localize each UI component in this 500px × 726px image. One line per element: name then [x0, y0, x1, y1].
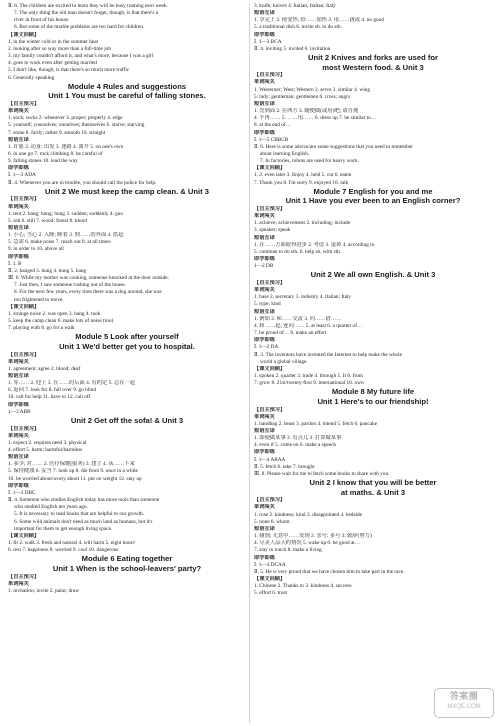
answer-line: 1—3 ABB	[8, 408, 31, 415]
answer-line: Ⅱ. 3. The inventors have invented the Internet to help make the whole	[254, 351, 402, 358]
left-column	[8, 3, 246, 595]
answer-line-continued: 7. Just then, I saw someone rushing out of the house.	[14, 282, 126, 289]
section-label: 短语互译	[8, 454, 29, 461]
unit-heading: Unit 1 Here's to our friendship!	[317, 396, 429, 406]
section-label: 【自主预习】	[8, 196, 40, 203]
answer-line: 1. spoken 2. quarter 3. trade 4. through 5. It 6. from	[254, 373, 364, 379]
answer-line-continued: who studied English ten years ago.	[14, 504, 88, 511]
section-label: 即学即练	[254, 129, 275, 136]
section-label: 单词闯关	[254, 504, 275, 511]
answer-line: 5. yourself; yourselves; ourselves; themselves 6. starve; starving	[8, 122, 145, 129]
answer-line: 10. be worried about/worry about 11. put on weight 12. stay up	[8, 475, 142, 482]
answer-line: 1. invitation; invite 2. paint; draw	[8, 587, 80, 594]
answer-line: 6. rest 7. happiness 8. worried 9. cool 10. dangerous	[8, 547, 119, 554]
section-label: 单词闯关	[8, 580, 29, 587]
section-label: 【课文回顾】	[8, 31, 40, 38]
unit-heading: Module 6 Eating together	[81, 554, 173, 564]
answer-line: 1. rose 2. kindness; kind 3. disappointed 4. bedside	[254, 511, 362, 518]
answer-line: 6. in one go 7. rock climbing 8. be careful of	[8, 151, 103, 157]
answer-line-continued: 6. Some wild animals don't need as much land as humans, but it's	[14, 518, 153, 525]
section-label: 短语互译	[254, 100, 275, 107]
answer-line: Ⅱ. 2. hanged 3. hung 4. hung 5. hang	[8, 267, 87, 274]
answer-line: 5. I don't like, though, is that there's so much more traffic	[8, 67, 130, 74]
section-label: 【课文回顾】	[254, 575, 286, 582]
section-label: 即学即练	[254, 256, 275, 263]
unit-heading: Unit 1 We'd better get you to hospital.	[59, 341, 195, 351]
section-label: 短语互译	[254, 10, 275, 17]
unit-heading: Module 4 Rules and suggestions	[67, 81, 187, 91]
watermark-title: 答案圈	[449, 691, 479, 701]
answer-line: 1. 例如 2. 和……交流 3. 问……借……	[254, 315, 342, 322]
section-label: 短语互译	[254, 427, 275, 434]
section-label: 即学即练	[8, 253, 29, 260]
answer-line: 5. 急需 6. make noise 7. reach out 8. at all times	[8, 239, 111, 246]
answer-line: 1. fit 2. walk 3. fresh and natural 4. will harm 5. eight hours'	[8, 540, 136, 547]
answer-line: 4. 不再…… 5. ……用…… 6. dress up 7. be similar to…	[254, 115, 377, 122]
answer-line: Ⅱ. 5. fetch 6. take 7. brought	[254, 463, 315, 470]
unit-heading: Unit 2 We all own English. & Unit 3	[310, 270, 436, 280]
unit-heading: Unit 2 I know that you will be better	[309, 478, 437, 488]
section-label: 短语互译	[8, 136, 29, 143]
answer-line: Ⅰ. 1—3 BCA	[254, 38, 282, 45]
answer-line: 1. 碰到; 无意中……发现 2. 亲号; 多号 3. 致辞(努力)	[254, 533, 372, 540]
answer-line: 9. in order to 10. above all	[8, 246, 64, 253]
answer-line: 6. 返回 7. look for 8. fall over 9. go blind	[8, 387, 96, 394]
answer-line: Ⅰ. 1—3 DBC	[8, 489, 36, 496]
answer-line: Ⅱ. 4. Whenever you are in trouble, you should call the police for help.	[8, 179, 157, 186]
section-label: 【自主预习】	[254, 205, 286, 212]
answer-line: 1. base 2. secretary 3. industry 4. Italian; Italy	[254, 294, 352, 301]
answer-line: Ⅲ. 6. While my mother was cooking, someone knocked at the door outside.	[8, 275, 169, 282]
answer-line: 2. looking after so way more than a full-time job	[8, 45, 111, 52]
answer-line: 7. stay in touch 8. make a living	[254, 547, 322, 554]
answer-line: 1. 即使做某事 2. 有点儿 3. 打算做某事	[254, 435, 342, 442]
answer-line-continued: world a global village.	[260, 358, 308, 365]
answer-line: Ⅱ. 6. The children are excited to learn they will be busy training next week.	[8, 3, 168, 9]
answer-line: 7. grow 8. 21st/twenty-first 9. international 10. own	[254, 380, 364, 387]
answer-line: Ⅱ. 4. Someone who studies English today has more tools than someone	[8, 497, 160, 504]
answer-line: 1. handbag 2. beast 3. pardon 4. intend 5. fetch 6. pancake	[254, 420, 378, 427]
section-label: 单词闯关	[8, 432, 29, 439]
answer-line: Ⅱ. 4. inviting 5. invited 6. invitation	[254, 45, 331, 52]
unit-heading: most Western food. & Unit 3	[322, 62, 424, 72]
answer-line: 1. 等…… 2. 迎上 3. 在……的后面 4. 有约定 5. 总在一起	[8, 380, 136, 387]
answer-line: 3. speaker; speak	[254, 227, 291, 234]
section-label: 即学即练	[254, 31, 275, 38]
section-label: 短语互译	[8, 373, 29, 379]
section-label: 短语互译	[254, 308, 275, 315]
answer-line: 1—2 DB	[254, 263, 274, 270]
section-label: 【课文回顾】	[8, 532, 40, 539]
section-label: 即学即练	[254, 554, 275, 561]
column-divider	[249, 3, 250, 723]
section-label: 即学即练	[8, 401, 29, 408]
answer-line: 1. 许愿 2. 动身; 出发 3. 迷路 4. 离开 5. on one's own	[8, 143, 124, 150]
answer-line: 1. agreement; agree 2. blood; deaf	[8, 365, 81, 372]
answer-line-continued: 7. In factories, robots are used for heavy work.	[260, 158, 359, 165]
answer-line-continued: 8. For the next few years, every time there was a dog around, she was	[14, 289, 162, 296]
answer-line: Ⅱ. 5. He is very proud that we have chosen him to take part in the race.	[254, 568, 405, 575]
answer-key-page	[8, 3, 494, 723]
section-label: 短语互译	[254, 234, 275, 241]
answer-line: 5. effort 6. trust	[254, 590, 288, 597]
answer-line: 1. 2. even later 3. Enjoy 4. held 5. cut 6. eaten	[254, 172, 352, 179]
section-label: 单词闯关	[8, 108, 29, 115]
unit-heading: Unit 2 Get off the sofa! & Unit 3	[70, 415, 184, 425]
answer-line: 1. 在……方面取得进步 2. 考虑 3. 退掉 4. according to	[254, 241, 375, 248]
answer-line: 1. 多少; 对…… 2. 医疗保健(服务) 3. 建立 4. 从……下来	[8, 461, 135, 468]
section-label: 【课文回顾】	[254, 365, 286, 372]
section-label: 【自主预习】	[8, 425, 40, 432]
answer-line: Ⅰ. 1—3 ADA	[8, 172, 36, 179]
unit-heading: Module 5 Look after yourself	[75, 332, 179, 342]
answer-line: 5. ash 6. still 7. wood; forest 8. blood	[8, 217, 87, 224]
answer-line: 7. be proud of… 8. make an effort	[254, 330, 327, 337]
answer-line-continued: 8. But some of the marble problems are too hard for children.	[14, 24, 145, 31]
section-label: 【自主预习】	[8, 351, 40, 358]
answer-line: Ⅰ. 1. B	[8, 260, 22, 267]
answer-line: 5. 保持健康 6. 妥当 7. look up 8. die from 9. once in a while	[8, 468, 138, 475]
answer-line: 1. expect 2. requires need 3. physical	[8, 439, 87, 446]
answer-line: 1. tent 2. hang; hung; hung 3. sudden; suddenly 4. gun	[8, 210, 124, 217]
answer-line: 6. Generally speaking	[8, 74, 55, 81]
answer-line: 7. stone 8. fairly; rather 9. smooth 10. straight	[8, 129, 106, 136]
section-label: 【自主预习】	[254, 497, 286, 504]
section-label: 即学即练	[8, 165, 29, 172]
answer-line: 3. my family couldn't afford it, and what's more, because I was a girl	[8, 53, 154, 60]
section-label: 短语互译	[254, 525, 275, 532]
answer-line: 1. Westerner; West; Western 2. serve 3. similar 4. wing	[254, 86, 370, 93]
answer-line: 1. 享完上 2. 使变热; 给……加热 3. 用……拢或 4. no good	[254, 17, 384, 24]
answer-line-continued: river in front of his house.	[14, 17, 70, 24]
answer-line-continued: important for them to get enough living space.	[14, 525, 113, 532]
answer-line: 5. type; kind	[254, 301, 281, 308]
answer-line: Ⅰ. 1—4 DCAA	[254, 561, 286, 568]
answer-line: 5. none 6. whom	[254, 518, 290, 525]
section-label: 【自主预习】	[8, 100, 40, 107]
answer-line-continued: 7. The only thing the old man doesn't forget, though, is that there's a	[14, 10, 159, 17]
answer-line-continued: about learning English.	[260, 151, 310, 157]
section-label: 单词闯关	[254, 79, 275, 86]
section-label: 即学即练	[254, 337, 275, 344]
unit-heading: Module 7 English for you and me	[313, 186, 433, 196]
section-label: 【自主预习】	[254, 406, 286, 413]
answer-line: 1. 签到面 2. 在西方 3. 随便做(或用)吧; 请自便	[254, 108, 359, 115]
answer-line: 4. 尽美人品大约情况 5. wake up 6. be good at…	[254, 540, 361, 547]
unit-heading: Unit 1 Have you ever been to an English corner?	[285, 196, 461, 206]
answer-line: Ⅱ. 6. Here is some advice/are some suggestions that you need to remember	[254, 143, 413, 150]
answer-line: 8. at the end of…	[254, 122, 291, 129]
unit-heading: Unit 2 We must keep the camp clean. & Unit 3	[44, 186, 209, 196]
answer-line: Ⅰ. 1—5 CBBCB	[254, 136, 289, 143]
unit-heading: Unit 2 Knives and forks are used for	[308, 53, 438, 63]
section-label: 【自主预习】	[254, 72, 286, 79]
section-label: 短语互译	[8, 225, 29, 231]
watermark-url: MXQE.COM	[447, 704, 481, 710]
section-label: 【课文回顾】	[8, 303, 40, 310]
answer-line: 5. keep the camp clean 6. make lots of noise (too)	[8, 318, 114, 325]
answer-line: 10. call for help 11. have to 12. call off	[8, 394, 91, 401]
answer-line: 1. strange noise 2. was open 3. hang 4. took	[8, 310, 101, 317]
section-label: 单词闯关	[8, 203, 29, 210]
answer-line-continued: 5. It is necessary to read books that are helpful to our growth.	[14, 511, 145, 518]
section-label: 单词闯关	[8, 358, 29, 365]
answer-line: 1. in the winter cold or in the summer heat	[8, 38, 99, 45]
section-label: 单词闯关	[254, 213, 275, 220]
answer-line: 1. sock; socks 2. whenever 3. proper; properly 4. edge	[8, 115, 123, 122]
section-label: 单词闯关	[254, 287, 275, 294]
section-label: 即学即练	[8, 482, 29, 489]
answer-line: 9. falling stones 10. lead the way	[8, 158, 78, 165]
answer-line: 1. achieve; achievement 2. including; include	[254, 220, 351, 227]
answer-line: Ⅰ. 1—2 DA	[254, 344, 279, 351]
answer-line: 4. even if 5. come on 6. make a speech	[254, 442, 337, 449]
answer-line: 5. a traditional dish 6. invite sb. to do sth.	[254, 24, 342, 31]
answer-line: 7. playing with 8. go for a walk	[8, 325, 75, 332]
unit-heading: Module 8 My future life	[331, 387, 415, 397]
unit-heading: Unit 1 You must be careful of falling stones.	[48, 91, 206, 101]
answer-line: 7. Thank you 8. I'm sorry 9. enjoyed 10. talk	[254, 179, 349, 186]
answer-line: Ⅰ. 1—4 ABAA	[254, 456, 286, 463]
answer-line-continued: too frightened to move.	[14, 296, 64, 303]
answer-line: 3. knife; knives 4. Italian; Italian; Italy	[254, 3, 336, 9]
site-watermark	[434, 688, 494, 718]
unit-heading: at maths. & Unit 3	[340, 487, 406, 497]
answer-line: 5. lady; gentleman; gentlemen 6. cross; angry	[254, 93, 351, 100]
unit-heading: Unit 1 When is the school-leavers' party?	[52, 563, 202, 573]
section-label: 【自主预习】	[254, 279, 286, 286]
answer-line: Ⅲ. 8. Please wait for me to fetch some books to share with you.	[254, 470, 390, 477]
section-label: 【自主预习】	[8, 573, 40, 580]
answer-line: 5. continue to do sth. 6. help sb. with sth.	[254, 248, 342, 255]
answer-line: 4. goes to work even after getting married	[8, 60, 97, 67]
section-label: 【课文回顾】	[254, 165, 286, 172]
section-label: 即学即练	[254, 449, 275, 456]
right-column	[254, 3, 492, 597]
answer-line: 4. effort 5. harm; harmful/harmless	[8, 447, 83, 453]
section-label: 单词闯关	[254, 413, 275, 420]
answer-line: 1. Chinese 2. Thanks to 3. kindness 4. success	[254, 583, 352, 590]
answer-line: 4. 和……起; 连同…… 5. at least 6. a quarter of…	[254, 322, 363, 329]
answer-line: 1. 小心; 当心 2. 入睡; 睡着 3. 到……的外面 4. 搭起	[8, 232, 124, 239]
